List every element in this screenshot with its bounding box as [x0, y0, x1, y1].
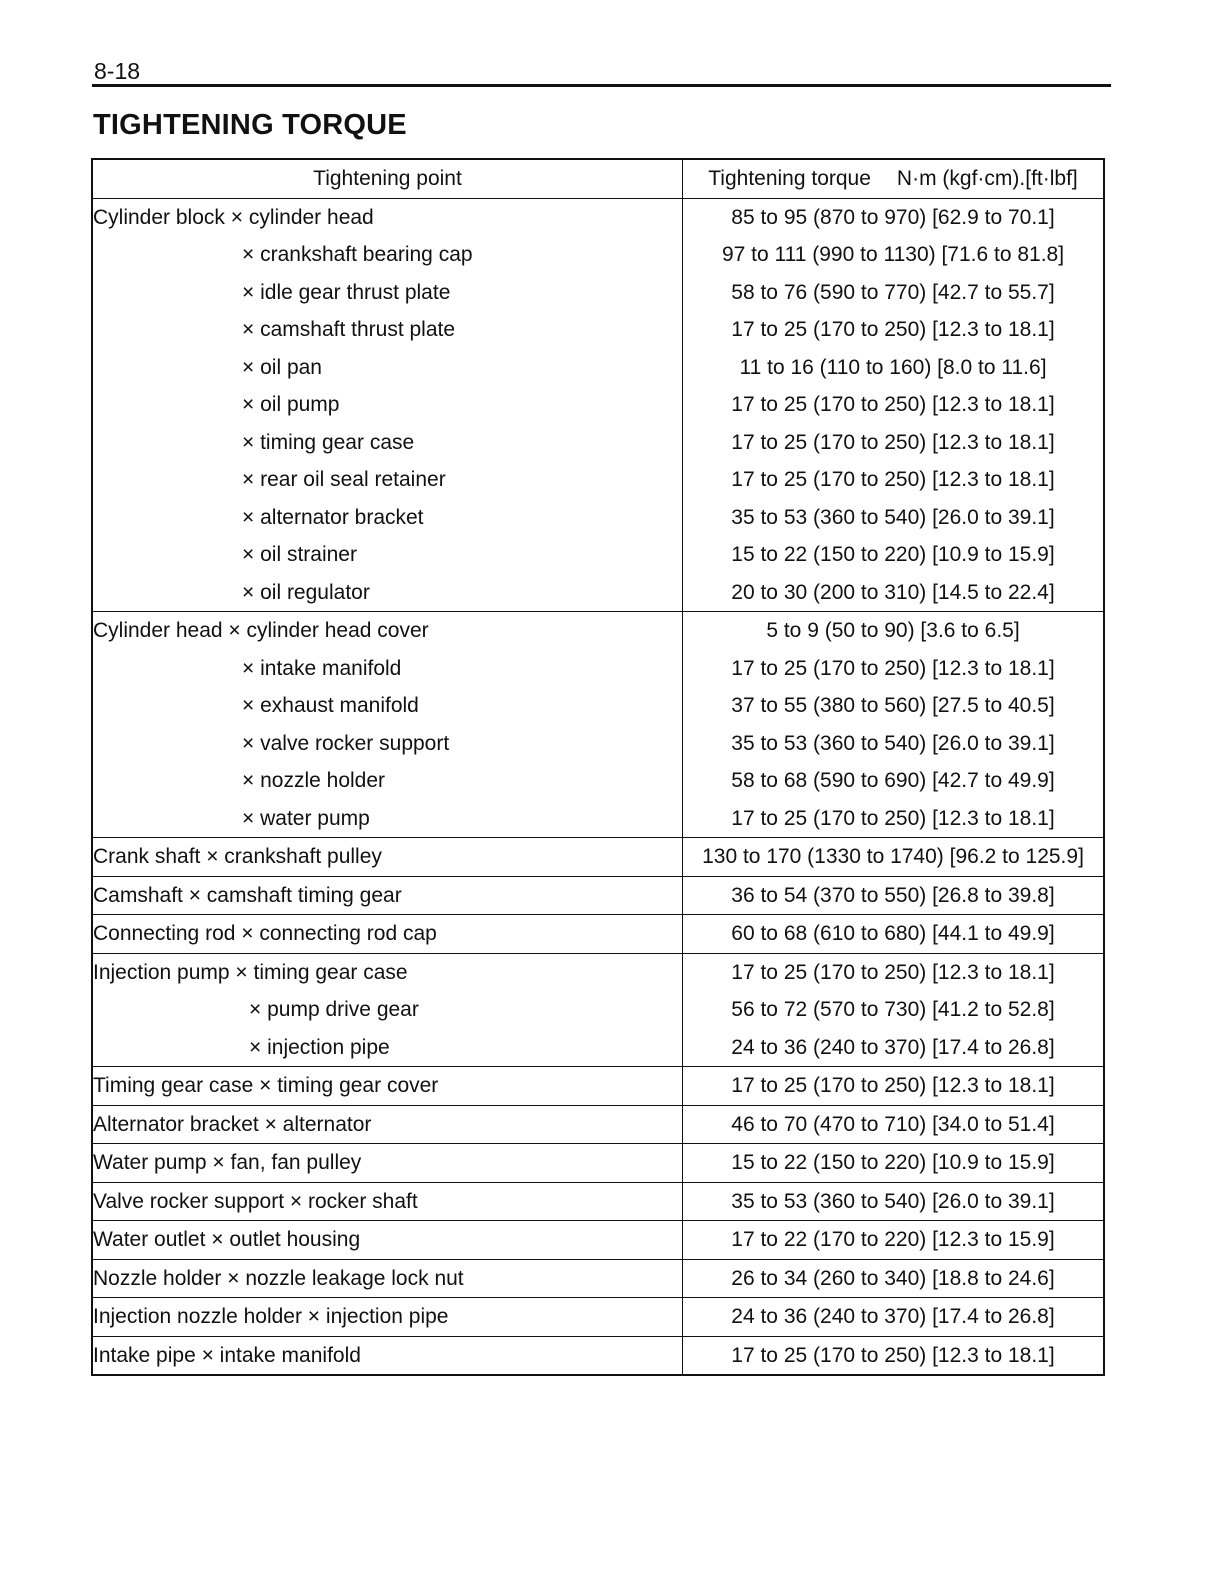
tightening-torque: 17 to 25 (170 to 250) [12.3 to 18.1]	[683, 311, 1105, 349]
table-row	[92, 838, 1104, 877]
tightening-point: × water pump	[242, 806, 370, 830]
tightening-torque: 17 to 25 (170 to 250) [12.3 to 18.1]	[683, 650, 1105, 688]
tightening-torque: 5 to 9 (50 to 90) [3.6 to 6.5]	[683, 612, 1105, 650]
tightening-point: × timing gear case	[242, 430, 415, 454]
tightening-torque: 35 to 53 (360 to 540) [26.0 to 39.1]	[683, 725, 1105, 763]
tightening-torque: 11 to 16 (110 to 160) [8.0 to 11.6]	[683, 349, 1105, 387]
tightening-torque: 85 to 95 (870 to 970) [62.9 to 70.1]	[683, 198, 1105, 236]
header-tightening-torque	[683, 159, 1105, 198]
table-row	[92, 1298, 1104, 1337]
tightening-torque: 17 to 25 (170 to 250) [12.3 to 18.1]	[683, 1067, 1105, 1106]
tightening-point: Crank shaft × crankshaft pulley	[92, 838, 683, 877]
tightening-point: × nozzle holder	[242, 769, 386, 792]
tightening-torque: 130 to 170 (1330 to 1740) [96.2 to 125.9]	[683, 838, 1105, 877]
tightening-point: Cylinder head × cylinder head cover	[92, 612, 683, 650]
tightening-torque: 17 to 25 (170 to 250) [12.3 to 18.1]	[683, 386, 1105, 424]
tightening-point: × valve rocker support	[242, 731, 450, 755]
table-row	[92, 274, 1104, 312]
table-row	[92, 650, 1104, 688]
tightening-torque: 37 to 55 (380 to 560) [27.5 to 40.5]	[683, 687, 1105, 725]
table-row	[92, 800, 1104, 838]
tightening-point: × oil pan	[242, 355, 322, 379]
torque-table	[91, 158, 1105, 1376]
table-row	[92, 1259, 1104, 1298]
table-row	[92, 499, 1104, 537]
table-row	[92, 1336, 1104, 1375]
tightening-torque: 46 to 70 (470 to 710) [34.0 to 51.4]	[683, 1105, 1105, 1144]
tightening-torque: 20 to 30 (200 to 310) [14.5 to 22.4]	[683, 574, 1105, 612]
tightening-torque: 17 to 25 (170 to 250) [12.3 to 18.1]	[683, 953, 1105, 991]
tightening-torque: 15 to 22 (150 to 220) [10.9 to 15.9]	[683, 536, 1105, 574]
header-torque-units: N·m (kgf·cm).[ft·lbf]	[896, 167, 1078, 190]
tightening-point: × oil regulator	[242, 580, 370, 604]
tightening-torque: 24 to 36 (240 to 370) [17.4 to 26.8]	[683, 1029, 1105, 1067]
tightening-point: Camshaft × camshaft timing gear	[92, 876, 683, 915]
tightening-torque: 26 to 34 (260 to 340) [18.8 to 24.6]	[683, 1259, 1105, 1298]
table-row	[92, 1221, 1104, 1260]
tightening-point: × oil strainer	[242, 543, 357, 566]
table-row	[92, 1029, 1104, 1067]
tightening-point: × crankshaft bearing cap	[242, 243, 473, 266]
table-row	[92, 386, 1104, 424]
table-row	[92, 536, 1104, 574]
table-row	[92, 1182, 1104, 1221]
tightening-point: × camshaft thrust plate	[242, 318, 456, 341]
tightening-point: Cylinder block × cylinder head	[92, 198, 683, 236]
table-row	[92, 953, 1104, 991]
table-header	[92, 159, 1104, 198]
tightening-torque: 97 to 111 (990 to 1130) [71.6 to 81.8]	[683, 236, 1105, 274]
table-row	[92, 915, 1104, 954]
tightening-point: Intake pipe × intake manifold	[92, 1336, 683, 1375]
table-row	[92, 461, 1104, 499]
tightening-torque: 17 to 25 (170 to 250) [12.3 to 18.1]	[683, 1336, 1105, 1375]
tightening-point: Timing gear case × timing gear cover	[92, 1067, 683, 1106]
tightening-point: × injection pipe	[249, 1035, 390, 1059]
table-row	[92, 612, 1104, 650]
tightening-point: × idle gear thrust plate	[242, 280, 451, 304]
tightening-torque: 17 to 25 (170 to 250) [12.3 to 18.1]	[683, 800, 1105, 838]
tightening-torque: 15 to 22 (150 to 220) [10.9 to 15.9]	[683, 1144, 1105, 1183]
tightening-point: × exhaust manifold	[242, 694, 419, 717]
header-row	[92, 159, 1104, 198]
tightening-torque: 36 to 54 (370 to 550) [26.8 to 39.8]	[683, 876, 1105, 915]
tightening-point: Water outlet × outlet housing	[92, 1221, 683, 1260]
tightening-point: Alternator bracket × alternator	[92, 1105, 683, 1144]
table-row	[92, 311, 1104, 349]
tightening-point: Nozzle holder × nozzle leakage lock nut	[92, 1259, 683, 1298]
tightening-point: × alternator bracket	[242, 505, 424, 529]
tightening-torque: 17 to 25 (170 to 250) [12.3 to 18.1]	[683, 461, 1105, 499]
tightening-point: Injection nozzle holder × injection pipe	[92, 1298, 683, 1337]
tightening-point: Connecting rod × connecting rod cap	[92, 915, 683, 954]
tightening-torque: 35 to 53 (360 to 540) [26.0 to 39.1]	[683, 499, 1105, 537]
tightening-point: Injection pump × timing gear case	[92, 953, 683, 991]
tightening-point: × pump drive gear	[249, 998, 419, 1021]
table-row	[92, 725, 1104, 763]
tightening-point: × rear oil seal retainer	[242, 468, 446, 491]
tightening-torque: 58 to 68 (590 to 690) [42.7 to 49.9]	[683, 762, 1105, 800]
table-row	[92, 876, 1104, 915]
table-body	[92, 198, 1104, 1375]
tightening-point: × oil pump	[242, 393, 340, 416]
table-row	[92, 762, 1104, 800]
table-row	[92, 991, 1104, 1029]
page-title: TIGHTENING TORQUE	[93, 109, 407, 141]
tightening-point: × intake manifold	[242, 656, 402, 680]
header-rule	[92, 84, 1111, 87]
tightening-torque: 17 to 25 (170 to 250) [12.3 to 18.1]	[683, 424, 1105, 462]
tightening-torque: 17 to 22 (170 to 220) [12.3 to 15.9]	[683, 1221, 1105, 1260]
tightening-torque: 60 to 68 (610 to 680) [44.1 to 49.9]	[683, 915, 1105, 954]
table-row	[92, 1144, 1104, 1183]
table-row	[92, 424, 1104, 462]
tightening-point: Water pump × fan, fan pulley	[92, 1144, 683, 1183]
header-torque-label: Tightening torque	[708, 167, 871, 190]
table-row	[92, 574, 1104, 612]
table-row	[92, 198, 1104, 236]
table-row	[92, 1105, 1104, 1144]
table-row	[92, 1067, 1104, 1106]
tightening-torque: 35 to 53 (360 to 540) [26.0 to 39.1]	[683, 1182, 1105, 1221]
tightening-torque: 24 to 36 (240 to 370) [17.4 to 26.8]	[683, 1298, 1105, 1337]
table-row	[92, 236, 1104, 274]
tightening-torque: 58 to 76 (590 to 770) [42.7 to 55.7]	[683, 274, 1105, 312]
table-row	[92, 349, 1104, 387]
header-tightening-point: Tightening point	[92, 159, 683, 198]
table-row	[92, 687, 1104, 725]
tightening-point: Valve rocker support × rocker shaft	[92, 1182, 683, 1221]
tightening-torque: 56 to 72 (570 to 730) [41.2 to 52.8]	[683, 991, 1105, 1029]
page-number: 8-18	[94, 58, 141, 84]
